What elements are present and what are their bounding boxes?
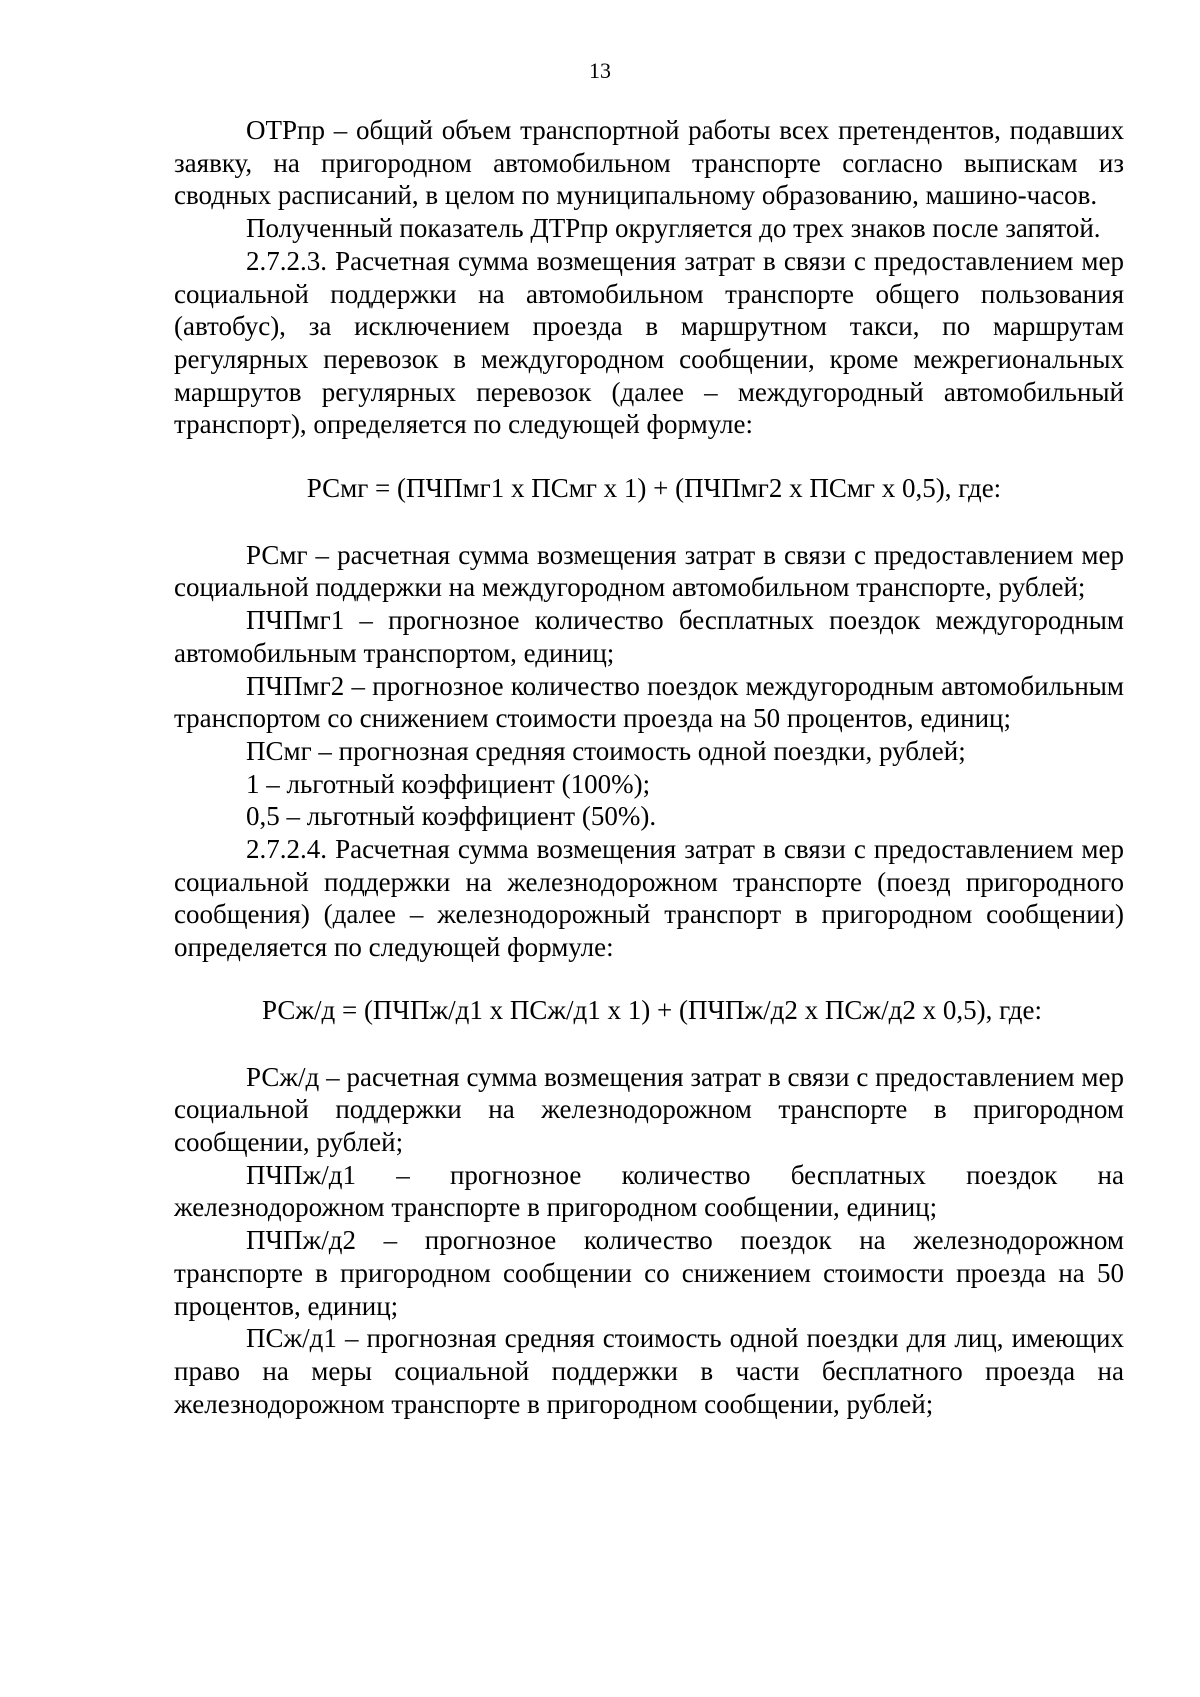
paragraph-pchpzhd2-definition: ПЧПж/д2 – прогнозное количество поездок на железнодорожном транспорте в пригородном сообщении со снижением стоимости проезда на 50 процентов, единиц; [174, 1225, 1124, 1321]
paragraph-pchpmg1-definition: ПЧПмг1 – прогнозное количество бесплатных поездок междугородным автомобильным транспортом, единиц; [174, 605, 1124, 668]
paragraph-pszhd1-definition: ПСж/д1 – прогнозная средняя стоимость одной поездки для лиц, имеющих право на меры социальной поддержки в части бесплатного проезда на железнодорожном транспорте в пригородном сообщении, рублей; [174, 1323, 1124, 1419]
paragraph-section-2-7-2-4: 2.7.2.4. Расчетная сумма возмещения затрат в связи с предоставлением мер социальной поддержки на железнодорожном транспорте (поезд пригородного сообщения) (далее – железнодорожный транспорт в пригородном сообщении) определяется по следующей формуле: [174, 834, 1124, 963]
paragraph-rszhd-definition: РСж/д – расчетная сумма возмещения затрат в связи с предоставлением мер социальной поддержки на железнодорожном транспорте в пригородном сообщении, рублей; [174, 1061, 1124, 1157]
paragraph-section-2-7-2-3: 2.7.2.3. Расчетная сумма возмещения затрат в связи с предоставлением мер социальной поддержки на автомобильном транспорте общего пользования (автобус), за исключением проезда в маршрутном такси, по маршрутам регулярных перевозок в междугородном сообщении, кроме межрегиональных маршрутов регулярных перевозок (далее – междугородный автомобильный транспорт), определяется по следующей формуле: [174, 245, 1124, 440]
formula-rszhd: РСж/д = (ПЧПж/д1 x ПСж/д1 x 1) + (ПЧПж/д2 x ПСж/д2 x 0,5), где: [261, 994, 1043, 1025]
formula-rsmg: РСмг = (ПЧПмг1 x ПСмг x 1) + (ПЧПмг2 x ПСмг x 0,5), где: [306, 473, 1002, 504]
paragraph-dtrpr-rounding: Полученный показатель ДТРпр округляется до трех знаков после запятой. [246, 213, 1101, 244]
paragraph-pchpzhd1-definition: ПЧПж/д1 – прогнозное количество бесплатных поездок на железнодорожном транспорте в пригородном сообщении, единиц; [174, 1159, 1124, 1223]
paragraph-pchpmg2-definition: ПЧПмг2 – прогнозное количество поездок междугородным автомобильным транспортом со снижением стоимости проезда на 50 процентов, единиц; [174, 670, 1124, 734]
page-number: 13 [589, 58, 611, 83]
document-body [174, 114, 1124, 1420]
paragraph-coefficient-100: 1 – льготный коэффициент (100%); [246, 768, 651, 799]
paragraph-otrpr-definition: ОТРпр – общий объем транспортной работы всех претендентов, подавших заявку, на пригородном автомобильном транспорте согласно выпискам из сводных расписаний, в целом по муниципальному образованию, машино-часов. [174, 115, 1124, 211]
paragraph-rsmg-definition: РСмг – расчетная сумма возмещения затрат в связи с предоставлением мер социальной поддержки на междугородном автомобильном транспорте, рублей; [174, 539, 1124, 603]
paragraph-psmg-definition: ПСмг – прогнозная средняя стоимость одной поездки, рублей; [246, 735, 966, 766]
paragraph-coefficient-50: 0,5 – льготный коэффициент (50%). [246, 801, 657, 832]
